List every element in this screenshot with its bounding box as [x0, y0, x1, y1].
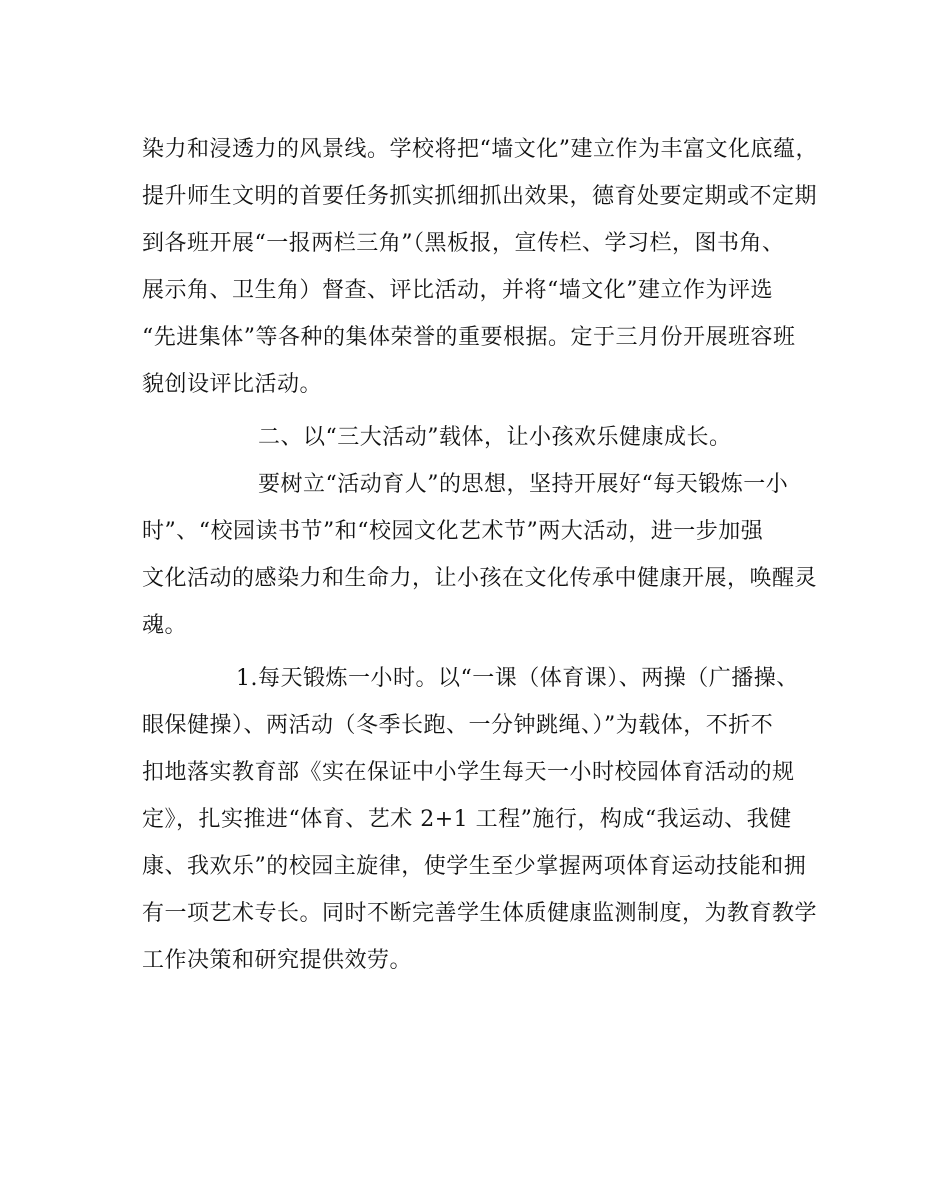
- text-line: 到各班开展“一报两栏三角”（黑板报，宣传栏、学习栏，图书角、: [142, 231, 785, 256]
- text-line: 文化活动的感染力和生命力，让小孩在文化传承中健康开展，唤醒灵: [142, 566, 818, 591]
- text-line: 展示角、卫生角）督查、评比活动，并将“墙文化”建立作为评选: [142, 278, 773, 303]
- text-line: 貌创设评比活动。: [142, 372, 323, 397]
- text-line: 扣地落实教育部《实在保证中小学生每天一小时校园体育活动的规: [142, 760, 795, 785]
- text-line: 时”、“校园读书节”和“校园文化艺术节”两大活动，进一步加强: [142, 519, 764, 544]
- text-line: 康、我欢乐”的校园主旋律，使学生至少掌握两项体育运动技能和拥: [142, 854, 807, 879]
- text-line: 染力和浸透力的风景线。学校将把“墙文化”建立作为丰富文化底蕴，: [142, 137, 818, 162]
- section-heading: 二、以“三大活动”载体，让小孩欢乐健康成长。: [258, 425, 732, 450]
- text-line: 眼保健操）、两活动（冬季长跑、一分钟跳绳、）”为载体，不折不: [142, 713, 774, 738]
- text-line: 有一项艺术专长。同时不断完善学生体质健康监测制度，为教育教学: [142, 901, 818, 926]
- text-line: 定》，扎实推进“体育、艺术 2+1 工程”施行，构成“我运动、我健: [142, 807, 792, 832]
- text-line: 魂。: [142, 613, 188, 638]
- text-line: “先进集体”等各种的集体荣誉的重要根据。定于三月份开展班容班: [142, 325, 796, 350]
- text-line: 工作决策和研究提供效劳。: [142, 948, 413, 973]
- text-line: 要树立“活动育人”的思想，坚持开展好“每天锻炼一小: [258, 472, 789, 497]
- text-line: 提升师生文明的首要任务抓实抓细抓出效果，德育处要定期或不定期: [142, 184, 818, 209]
- subsection-heading: 1.每天锻炼一小时。以“一课（体育课）、两操（广播操、: [236, 666, 799, 691]
